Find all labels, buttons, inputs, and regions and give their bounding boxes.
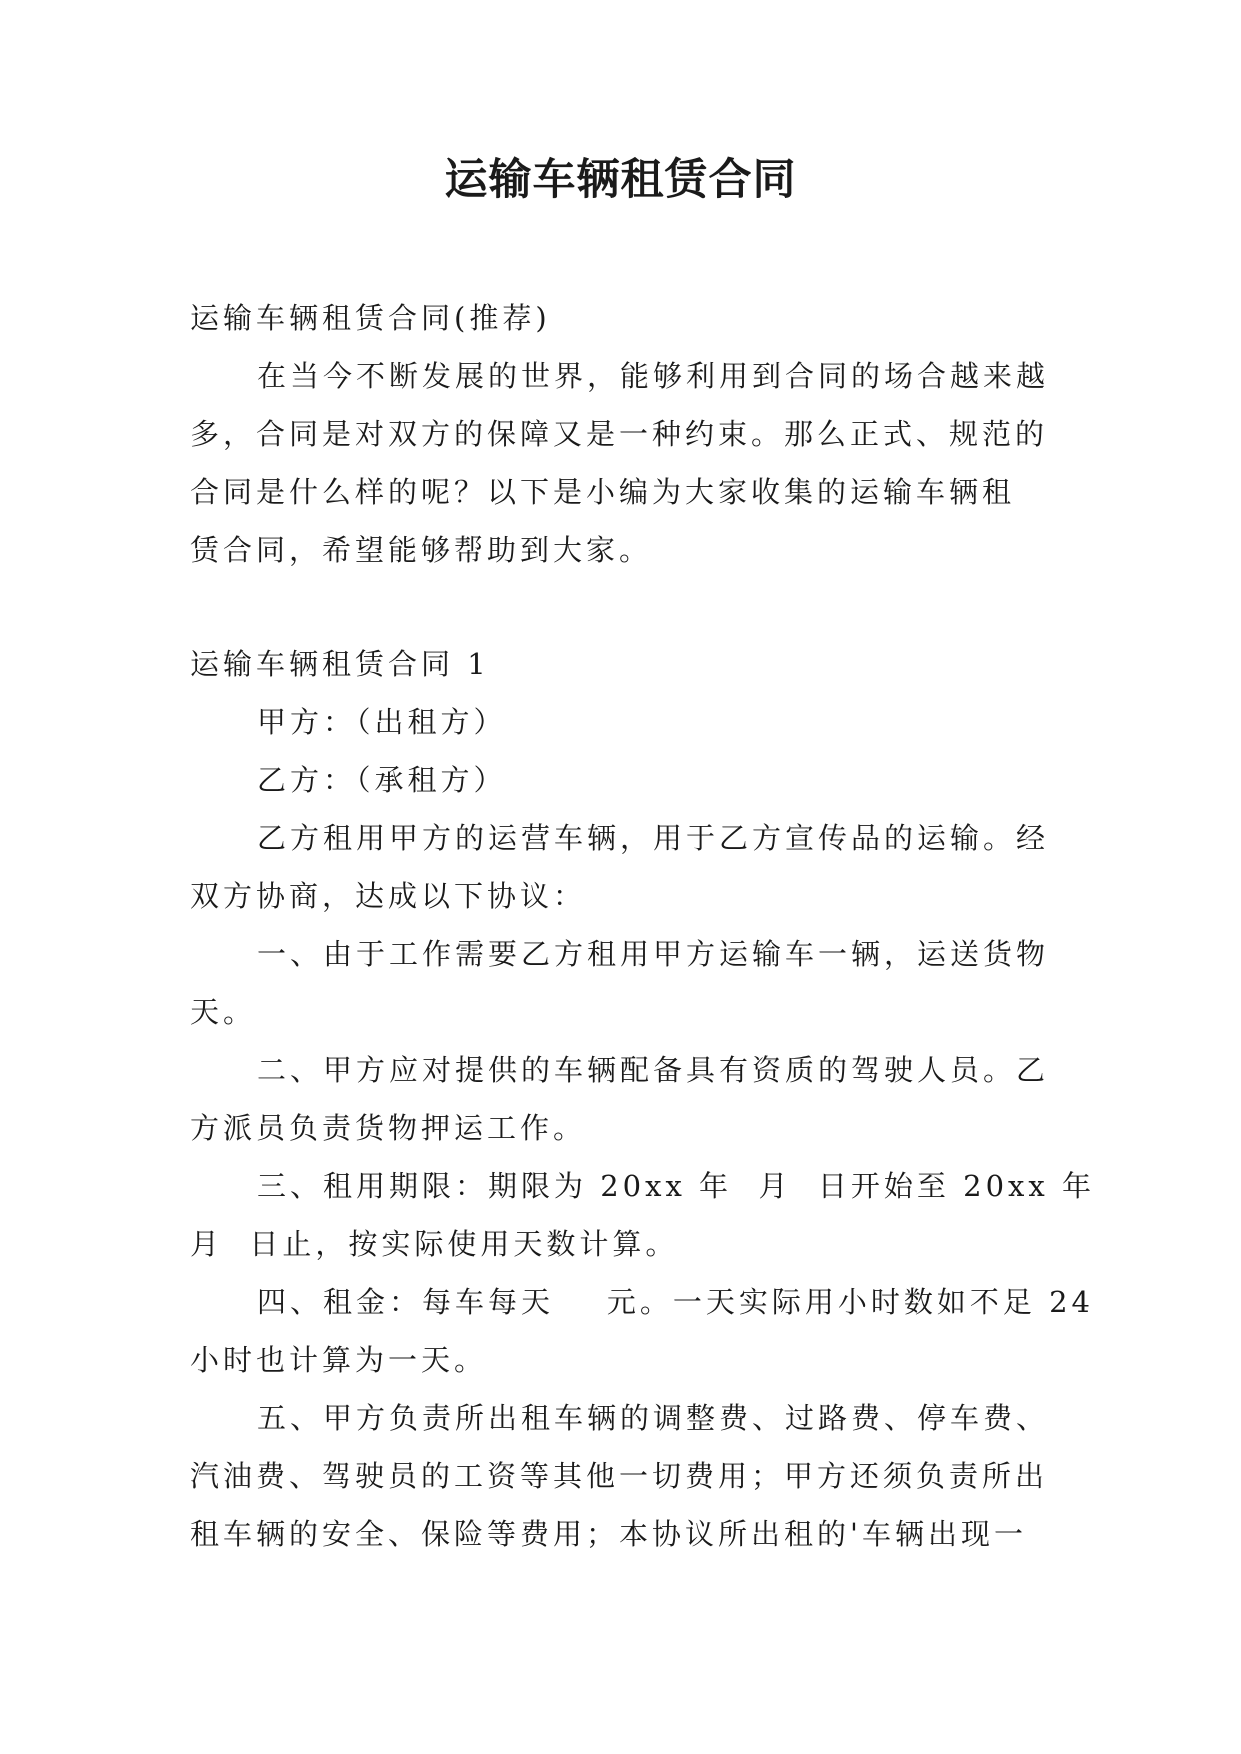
- clause-line: 五、甲方负责所出租车辆的调整费、过路费、停车费、: [257, 1401, 1050, 1435]
- preamble-paragraph: [190, 809, 1054, 925]
- clause-line: 租车辆的安全、保险等费用；本协议所出租的'车辆出现一: [190, 1517, 1027, 1551]
- preamble-line: 双方协商，达成以下协议：: [190, 879, 587, 913]
- intro-line: 多，合同是对双方的保障又是一种约束。那么正式、规范的: [190, 417, 1049, 451]
- clause-line: 二、甲方应对提供的车辆配备具有资质的驾驶人员。乙: [257, 1053, 1050, 1087]
- clause-4: [190, 1273, 1094, 1389]
- clause-1: [190, 925, 1054, 1041]
- clause-line: 一、由于工作需要乙方租用甲方运输车一辆，运送货物: [257, 937, 1050, 971]
- clause-5: [190, 1389, 1054, 1563]
- party-b: 乙方：（承租方）: [257, 763, 507, 797]
- clause-line: 小时也计算为一天。: [190, 1343, 488, 1377]
- intro-line: 赁合同，希望能够帮助到大家。: [190, 533, 653, 567]
- intro-line: 在当今不断发展的世界，能够利用到合同的场合越来越: [257, 359, 1050, 393]
- clause-line: 月 日止，按实际使用天数计算。: [190, 1227, 679, 1261]
- clause-line: 三、租用期限：期限为 20xx 年 月 日开始至 20xx 年: [257, 1169, 1095, 1203]
- intro-line: 合同是什么样的呢？以下是小编为大家收集的运输车辆租: [190, 475, 1016, 509]
- clause-line: 天。: [190, 995, 257, 1029]
- preamble-line: 乙方租用甲方的运营车辆，用于乙方宣传品的运输。经: [257, 821, 1050, 855]
- clause-2: [190, 1041, 1054, 1157]
- document-title: 运输车辆租赁合同: [444, 155, 797, 205]
- clause-3: [190, 1157, 1095, 1273]
- party-a: 甲方：（出租方）: [257, 705, 507, 739]
- clause-line: 四、租金：每车每天 元。一天实际用小时数如不足 24: [257, 1285, 1094, 1319]
- intro-paragraph: [190, 347, 1054, 579]
- document-body: [190, 289, 1095, 1563]
- clause-line: 汽油费、驾驶员的工资等其他一切费用；甲方还须负责所出: [190, 1459, 1049, 1493]
- clause-line: 方派员负责货物押运工作。: [190, 1111, 587, 1145]
- document-subtitle: 运输车辆租赁合同(推荐): [190, 301, 551, 335]
- section-heading: 运输车辆租赁合同 1: [190, 647, 490, 681]
